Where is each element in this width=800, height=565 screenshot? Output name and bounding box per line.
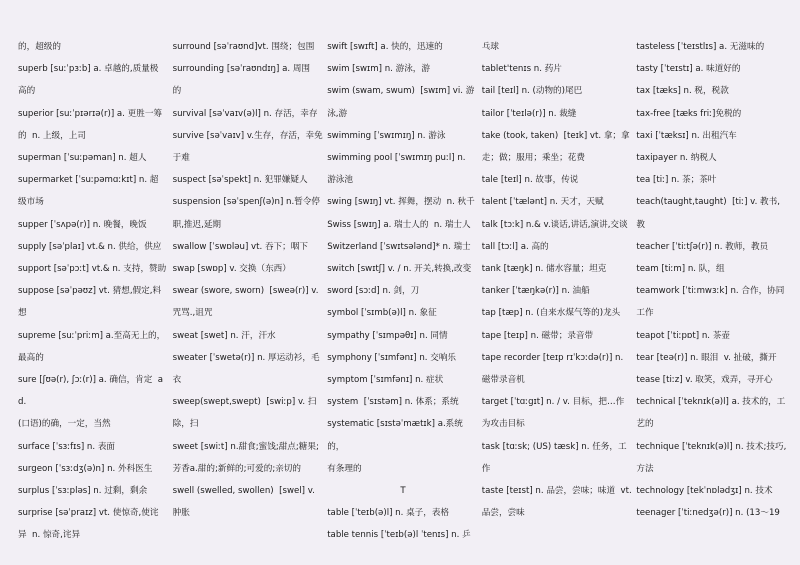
entry-line: surprise [səˈpraɪz] vt. 使惊奇,使诧 — [18, 508, 159, 519]
entry-line: sympathy [ˈsɪmpəθɪ] n. 同情 — [327, 330, 448, 341]
entry-line: supply [səˈplaɪ] vt.& n. 供给，供应 — [18, 241, 162, 252]
section-letter: T — [400, 486, 406, 497]
entry-line: 品尝，尝味 — [481, 508, 525, 519]
column-3 — [327, 36, 479, 565]
entry-line: task [tɑːsk; (US) tæsk] n. 任务，工 — [481, 441, 627, 452]
entry-line: taxi [ˈtæksɪ] n. 出租汽车 — [636, 130, 737, 141]
entry-line: 方法 — [636, 463, 654, 474]
entry-line: 的 — [172, 86, 182, 97]
entry-line: tank [tæŋk] n. 储水容量；坦克 — [481, 264, 607, 275]
entry-line: tea [tiː] n. 茶；茶叶 — [636, 175, 717, 186]
entry-line: tease [tiːz] v. 取笑，戏弄，寻开心 — [636, 375, 773, 386]
column-5 — [636, 36, 788, 565]
entry-line: tale [teɪl] n. 故事，传说 — [481, 175, 579, 186]
entry-line: 艺的 — [636, 419, 654, 430]
entry-line: suspension [səˈspenʃ(ə)n] n.暂令停 — [172, 197, 321, 208]
column-2 — [173, 36, 325, 565]
entry-line: 磁带录音机 — [481, 375, 525, 386]
entry-line: 泳,游 — [327, 108, 348, 119]
entry-line: technical [ˈteknɪk(ə)l] a. 技术的，工 — [636, 397, 786, 408]
entry-line: taxipayer n. 纳税人 — [636, 153, 717, 164]
entry-line: 的，超级的 — [18, 42, 61, 52]
entry-line: tape [teɪp] n. 磁带；录音带 — [481, 330, 594, 341]
entry-line: Switzerland [ˈswɪtsələnd]* n. 瑞士 — [327, 241, 471, 252]
entry-line: Swiss [swɪŋ] a. 瑞士人的 n. 瑞士人 — [327, 219, 471, 230]
entry-line: swing [swɪŋ] vt. 挥舞，摆动 n. 秋千 — [327, 197, 475, 208]
entry-line: surgeon [ˈsɜːdʒ(ə)n] n. 外科医生 — [18, 463, 153, 474]
entry-line: systematic [sɪstəˈmætɪk] a.系统的， — [327, 419, 463, 452]
entry-line: supper [ˈsʌpə(r)] n. 晚餐，晚饭 — [18, 219, 147, 230]
entry-line: tax-free [tæks friː]免税的 — [636, 108, 742, 119]
entry-line: tear [teə(r)] n. 眼泪 v. 扯破，撕开 — [636, 352, 777, 363]
entry-line: 除，扫 — [172, 419, 199, 430]
entry-line: tailor [ˈteɪlə(r)] n. 裁缝 — [481, 108, 577, 119]
entry-line: 肿胀 — [172, 508, 190, 519]
entry-line: (口语)的确，一定，当然 — [18, 419, 111, 430]
entry-line: sweat [swet] n. 汗，汗水 — [172, 330, 276, 341]
entry-line: 教 — [636, 219, 645, 230]
entry-line: swear (swore, sworn) [sweə(r)] v. — [172, 286, 319, 297]
entry-line: tall [tɔːl] a. 高的 — [481, 241, 549, 252]
entry-line: technology [tekˈnɒlədʒɪ] n. 技术 — [636, 486, 773, 497]
entry-line: swallow [ˈswɒləu] vt. 吞下；咽下 — [172, 241, 308, 252]
entry-line: talk [tɔːk] n.& v.谈话,讲话,演讲,交谈 — [481, 219, 628, 230]
entry-line: surface [ˈsɜːfɪs] n. 表面 — [18, 441, 116, 452]
entry-line: tax [tæks] n. 税，税款 — [636, 86, 729, 97]
entry-line: support [səˈpɔːt] vt.& n. 支持，赞助 — [18, 264, 167, 275]
entry-line: survive [səˈvaɪv] v.生存，存活，幸免 — [172, 130, 323, 141]
entry-line: table tennis [ˈteɪb(ə)l ˈtenɪs] n. 乒 — [327, 530, 471, 541]
entry-line: 衣 — [172, 375, 182, 386]
entry-line: tasty [ˈteɪstɪ] a. 味道好的 — [636, 64, 741, 75]
entry-line: tap [tæp] n. (自来水煤气等的)龙头 — [481, 308, 621, 319]
column-4 — [482, 36, 634, 565]
entry-line: target [ˈtɑːgɪt] n. / v. 目标，把…作 — [481, 397, 625, 408]
entry-line: swimming pool [ˈswɪmɪŋ puːl] n. — [327, 153, 466, 164]
entry-line: surrounding [səˈraʊndɪŋ] a. 周围 — [172, 64, 311, 75]
entry-line: sure [ʃʊə(r), ʃɔː(r)] a. 确信，肯定 ad. — [18, 375, 164, 408]
entry-line: sweet [swiːt] n.甜食;蜜饯;甜点;糖果; — [172, 441, 319, 452]
entry-line: surround [səˈraʊnd]vt. 围绕；包围 — [172, 42, 315, 52]
entry-line: teenager [ˈtiːnedʒə(r)] n. (13～19 — [636, 508, 780, 519]
entry-line: table [ˈteɪb(ə)l] n. 桌子，表格 — [327, 508, 450, 519]
entry-line: 级市场 — [18, 197, 44, 208]
entry-line: 职,推迟,延期 — [172, 219, 222, 230]
entry-line: 想 — [18, 308, 27, 319]
entry-line: taste [teɪst] n. 品尝，尝味；味道 vt. — [481, 486, 632, 497]
entry-line: 的 n. 上级，上司 — [18, 130, 86, 141]
entry-line: 异 n. 惊奇,诧异 — [18, 530, 81, 541]
entry-line: tanker [ˈtæŋkə(r)] n. 油船 — [481, 286, 590, 297]
entry-line: 高的 — [18, 86, 36, 97]
entry-line: swift [swɪft] a. 快的，迅速的 — [327, 42, 443, 52]
entry-line: superb [suːˈpɜːb] a. 卓越的,质量极 — [18, 64, 159, 75]
entry-line: sword [sɔːd] n. 剑，刀 — [327, 286, 420, 297]
entry-line: sweep(swept,swept) [swiːp] v. 扫 — [172, 397, 317, 408]
entry-line: suppose [səˈpəʊz] vt. 猜想,假定,料 — [18, 286, 162, 297]
entry-line: 游泳池 — [327, 175, 353, 186]
entry-line: symptom [ˈsɪmfənɪ] n. 症状 — [327, 375, 444, 386]
entry-line: swimming [ˈswɪmɪŋ] n. 游泳 — [327, 130, 446, 141]
entry-line: 乓球 — [481, 42, 499, 52]
entry-line: swell (swelled, swollen) [swel] v. — [172, 486, 315, 497]
entry-line: teapot [ˈtiːpɒt] n. 茶壶 — [636, 330, 730, 341]
entry-line: 咒骂.,诅咒 — [172, 308, 213, 319]
entry-line: superman [ˈsuːpəman] n. 超人 — [18, 153, 147, 164]
entry-line: team [tiːm] n. 队，组 — [636, 264, 725, 275]
entry-line: sweater [ˈswetə(r)] n. 厚运动衫，毛 — [172, 352, 320, 363]
entry-line: 为攻击目标 — [481, 419, 525, 430]
entry-line: suspect [səˈspekt] n. 犯罪嫌疑人 — [172, 175, 308, 186]
entry-line: 于难 — [172, 153, 190, 164]
entry-line: 作 — [481, 463, 491, 474]
entry-line: supreme [suːˈpriːm] a.至高无上的， — [18, 330, 166, 341]
entry-line: tail [teɪl] n. (动物的)尾巴 — [481, 86, 583, 97]
entry-line: switch [swɪtʃ] v. / n. 开关,转换,改变 — [327, 264, 472, 275]
entry-line: survival [səˈvaɪv(ə)l] n. 存活，幸存 — [172, 108, 318, 119]
entry-line: talent [ˈtælənt] n. 天才，天赋 — [481, 197, 604, 208]
entry-line: superior [suːˈpɪərɪə(r)] a. 更胜一筹 — [18, 108, 163, 119]
entry-line: tape recorder [teɪp rɪˈkɔːdə(r)] n. — [481, 352, 624, 363]
entry-line: tasteless [ˈteɪstlɪs] a. 无滋味的 — [636, 42, 765, 52]
entry-line: tablet'tenɪs n. 药片 — [481, 64, 562, 75]
entry-line: teach(taught,taught) [tiː] v. 教书, — [636, 197, 780, 208]
entry-line: symbol [ˈsɪmb(ə)l] n. 象征 — [327, 308, 437, 319]
entry-line: technique [ˈteknɪk(ə)l] n. 技术;技巧, — [636, 441, 787, 452]
entry-line: 走；做；服用；乘坐；花费 — [481, 153, 585, 164]
entry-line: 工作 — [636, 308, 654, 319]
entry-line: 有条理的 — [327, 463, 362, 474]
entry-line: swap [swɒp] v. 交换（东西） — [172, 264, 291, 275]
column-1 — [18, 36, 170, 565]
entry-line: system [ˈsɪstəm] n. 体系；系统 — [327, 397, 459, 408]
entry-line: swim [swɪm] n. 游泳，游 — [327, 64, 430, 75]
entry-line: surplus [ˈsɜːpləs] n. 过剩，剩余 — [18, 486, 148, 497]
entry-line: supermarket [ˈsuːpəmɑːkɪt] n. 超 — [18, 175, 159, 186]
entry-line: 最高的 — [18, 352, 44, 363]
entry-line: teacher [ˈtiːtʃə(r)] n. 教师，教员 — [636, 241, 769, 252]
entry-line: swim (swam, swum) [swɪm] vi. 游 — [327, 86, 475, 97]
entry-line: 芳香a.甜的;新鲜的;可爱的;亲切的 — [172, 463, 301, 474]
entry-line: take (took, taken) [teɪk] vt. 拿；拿 — [481, 130, 630, 141]
entry-line: symphony [ˈsɪmfənɪ] n. 交响乐 — [327, 352, 457, 363]
entry-line: teamwork [ˈtiːmwɜːk] n. 合作，协同 — [636, 286, 785, 297]
